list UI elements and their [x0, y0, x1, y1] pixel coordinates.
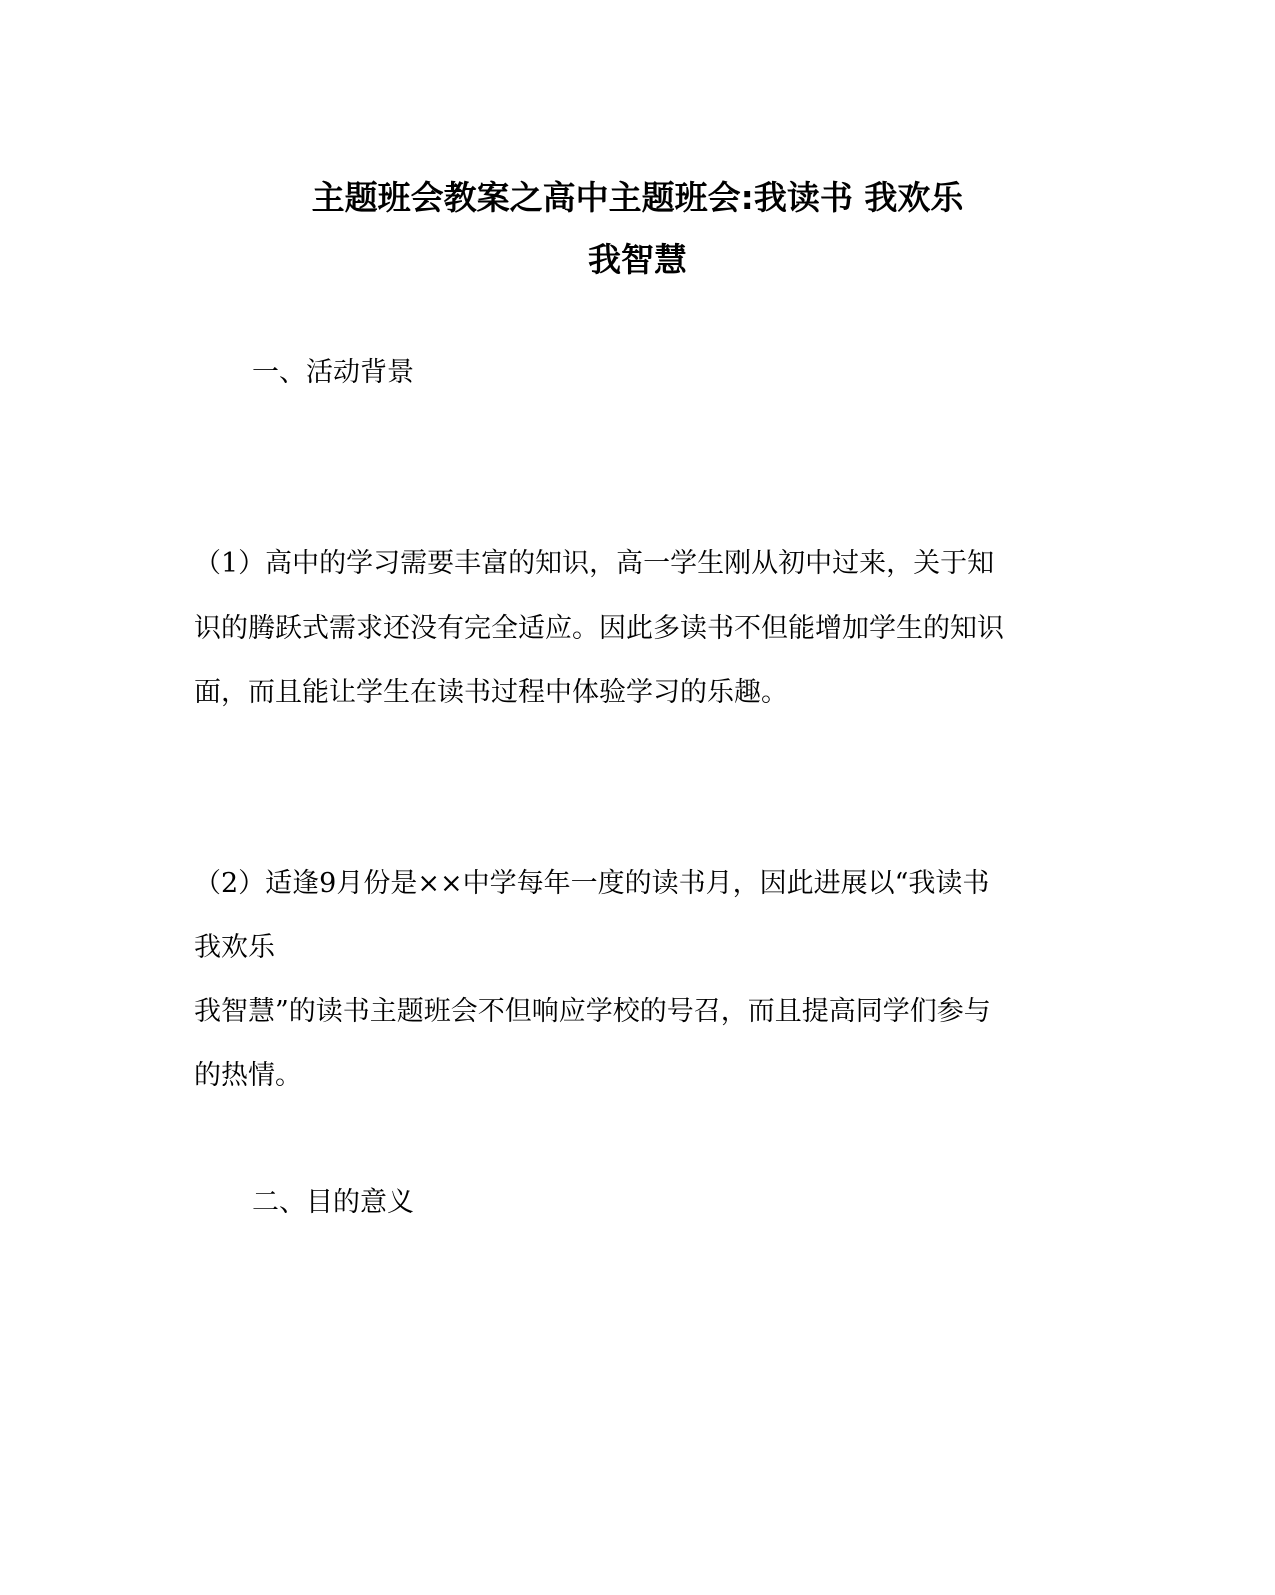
- paragraph-1-line-2: 识的腾跃式需求还没有完全适应。因此多读书不但能增加学生的知识: [194, 613, 1004, 644]
- paragraph-2-line-1: （2）适逢9月份是××中学每年一度的读书月，因此进展以“我读书: [194, 868, 990, 899]
- paragraph-2-line-4: 的热情。: [194, 1060, 302, 1091]
- paragraph-2-line-2: 我欢乐: [194, 932, 275, 963]
- document-title-line-1: 主题班会教案之高中主题班会:我读书 我欢乐: [311, 178, 964, 217]
- paragraph-1-line-1: （1）高中的学习需要丰富的知识，高一学生刚从初中过来，关于知: [194, 548, 995, 579]
- paragraph-1-line-3: 面，而且能让学生在读书过程中体验学习的乐趣。: [194, 677, 788, 708]
- document-title-line-2: 我智慧: [588, 240, 687, 279]
- paragraph-2-line-3: 我智慧”的读书主题班会不但响应学校的号召，而且提高同学们参与: [194, 996, 991, 1027]
- section-heading-purpose: 二、目的意义: [252, 1187, 414, 1218]
- section-heading-background: 一、活动背景: [252, 357, 414, 388]
